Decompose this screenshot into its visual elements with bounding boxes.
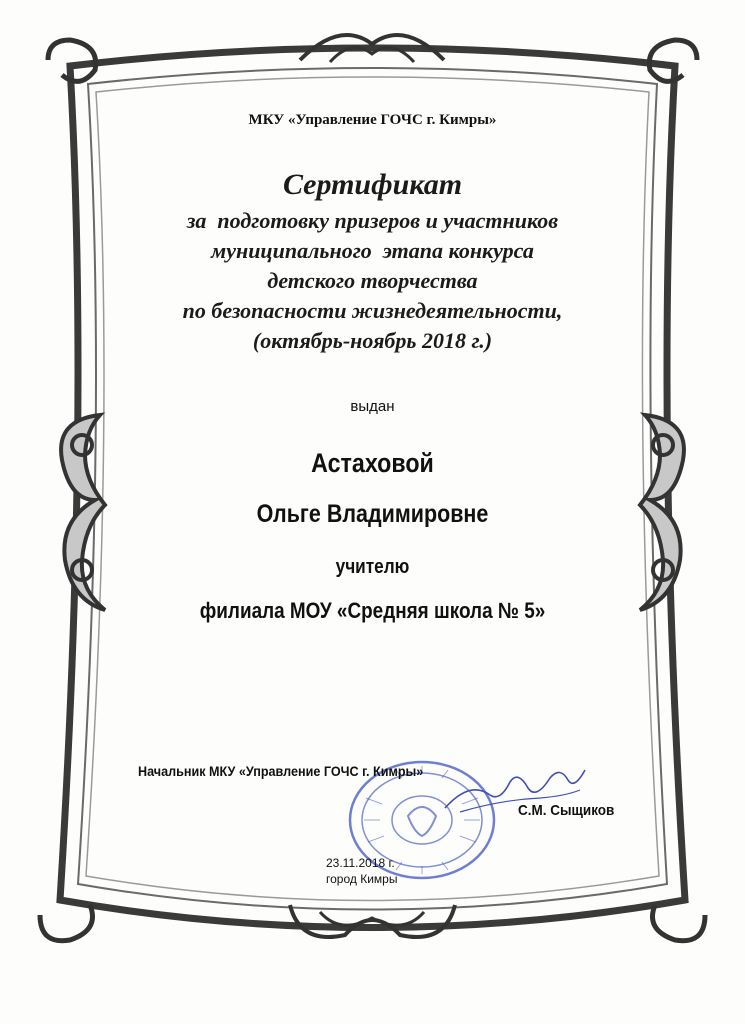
signer-title: Начальник МКУ «Управление ГОЧС г. Кимры» — [138, 763, 424, 779]
corner-ornament-bottom-left — [40, 905, 93, 941]
description-line: муниципального этапа конкурса — [211, 238, 534, 263]
certificate-title: Сертификат — [282, 168, 463, 201]
issue-city: город Кимры — [326, 872, 398, 886]
recipient-position: учителю — [335, 556, 410, 578]
certificate-description — [0, 206, 745, 356]
issue-date: 23.11.2018 г. — [326, 856, 395, 870]
organization-name: МКУ «Управление ГОЧС г. Кимры» — [248, 112, 497, 128]
description-line: за подготовку призеров и участников — [186, 208, 559, 233]
description-line: детского творчества — [267, 268, 478, 293]
recipient-school: филиала МОУ «Средняя школа № 5» — [199, 598, 546, 623]
description-line: по безопасности жизнедеятельности, — [182, 298, 563, 323]
description-line: (октябрь-ноябрь 2018 г.) — [252, 328, 493, 353]
issued-label: выдан — [350, 398, 395, 415]
recipient-name: Ольге Владимировне — [256, 500, 489, 528]
recipient-surname: Астаховой — [311, 448, 434, 478]
corner-ornament-bottom-right — [653, 905, 706, 941]
signer-name: С.М. Сыщиков — [518, 802, 615, 819]
